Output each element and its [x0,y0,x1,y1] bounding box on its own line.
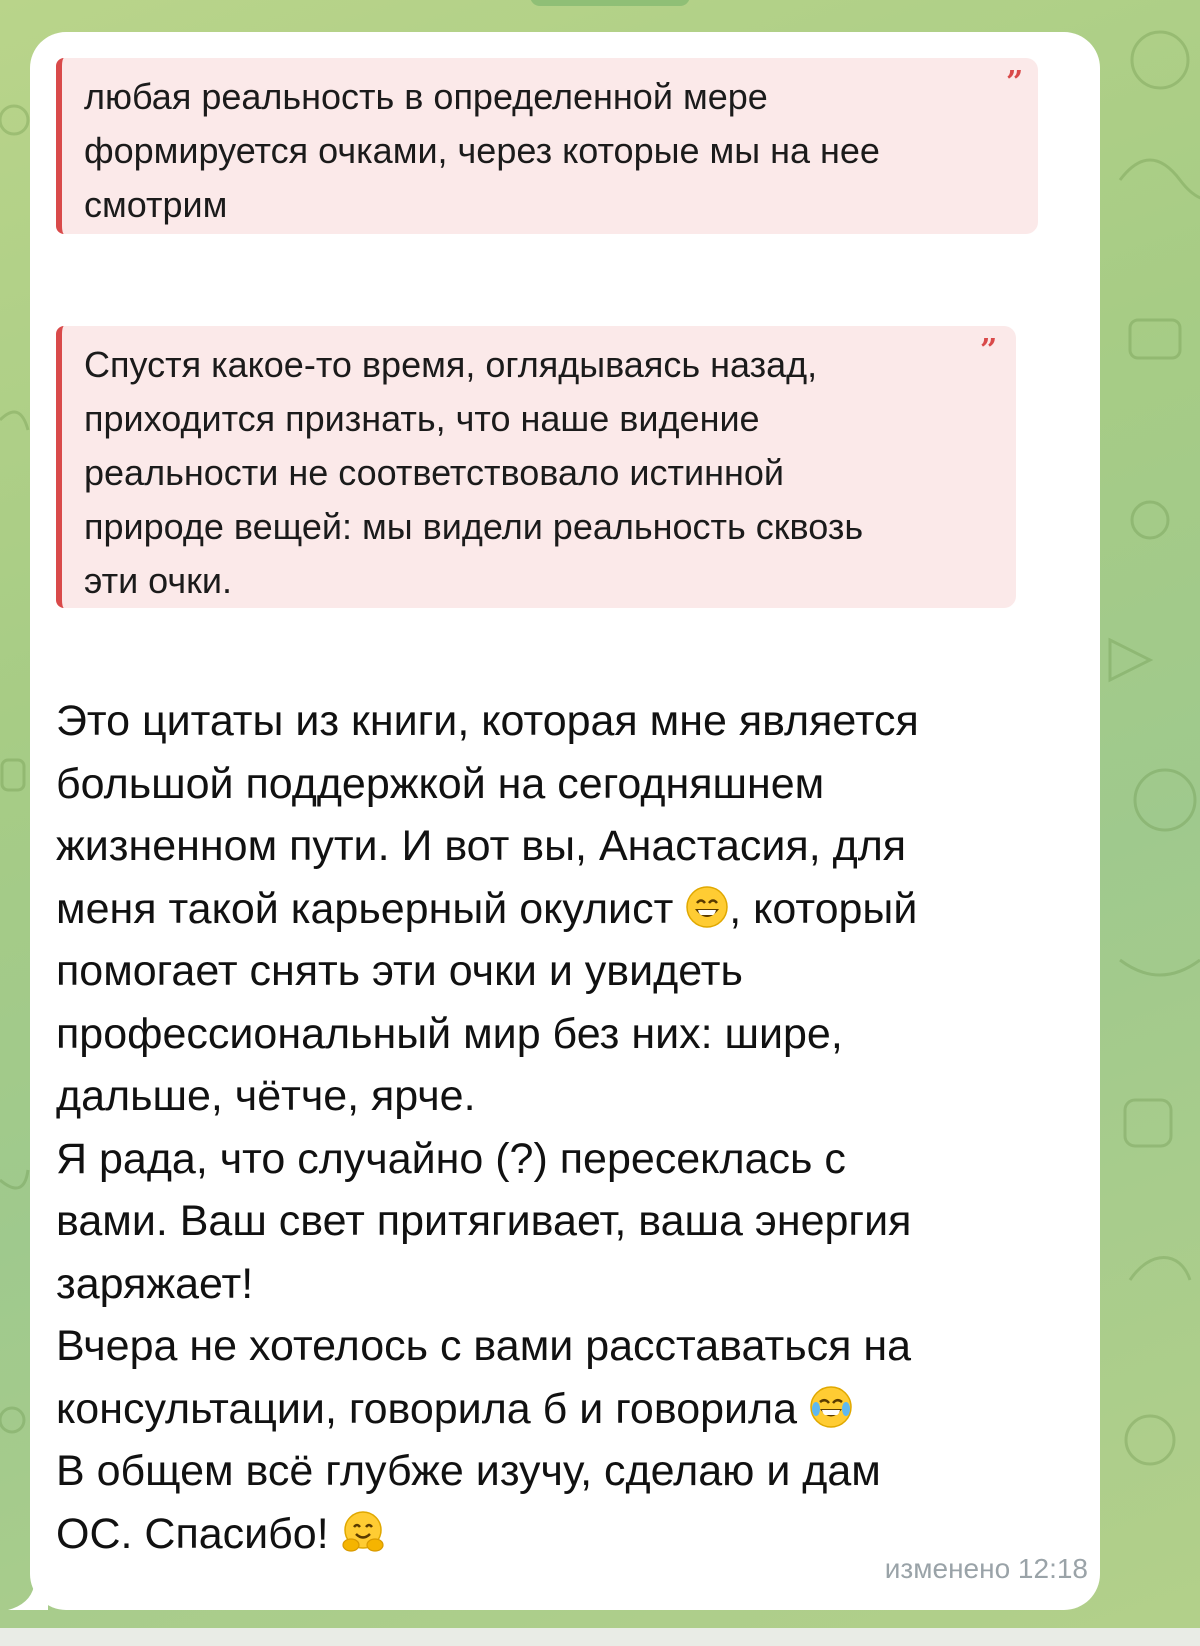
bottom-edge [0,1628,1200,1646]
quote-mark-icon: ” [1006,65,1024,100]
quote-text: Спустя какое-то время, оглядываясь назад, приходится признать, что наше видение реальности не соответствовало истинной природе вещей: мы видели реальность сквозь эти очки. [84,344,864,601]
message-text-part-2: , который помогает снять эти очки и увидеть профессиональный мир без них: шире, дальше, чётче, ярче. Я рада, что случайно (?) пересеклась с вами. Ваш свет притягивает, ваша энергия заряжает! Вчера не хотелось с вами расставаться на консультации, говорила б и говорила [56,884,918,1433]
message-bubble[interactable] [30,32,1100,1610]
quote-text: любая реальность в определенной мере формируется очками, через которые мы на нее смотрим [84,76,880,225]
edited-label: изменено [884,1553,1011,1584]
scroll-indicator [530,0,690,6]
message-timestamp [830,1552,1088,1586]
quote-block-2 [56,326,1016,608]
hugging-face-icon [341,1510,385,1554]
message-text [56,690,1086,1565]
quote-mark-icon: ” [980,333,998,368]
grinning-face-smiling-eyes-icon [685,885,729,929]
message-time: 12:18 [1017,1553,1088,1584]
message-text-part-1: Это цитаты из книги, которая мне является большой поддержкой на сегодняшнем жизненном пути. И вот вы, Анастасия, для меня такой карьерный окулист [56,697,919,933]
quote-block-1 [56,58,1038,234]
message-text-part-3: В общем всё глубже изучу, сделаю и дам ОС. Спасибо! [56,1447,881,1558]
face-with-tears-of-joy-icon [809,1385,853,1429]
